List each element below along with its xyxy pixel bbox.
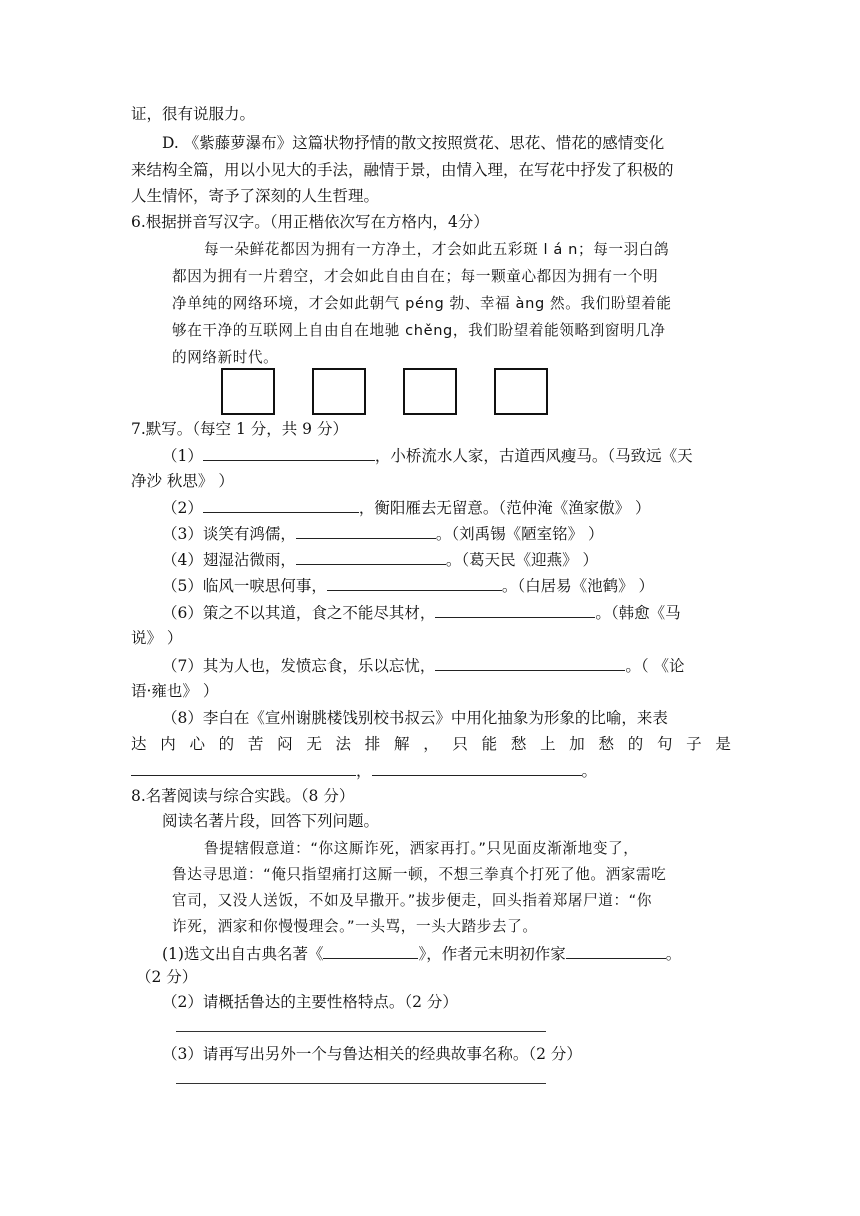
q8-excerpt-line1: 鲁提辖假意道：“你这厮诈死，洒家再打。”只见面皮渐渐地变了， <box>204 840 639 857</box>
q7-item-8-char: 心 <box>189 735 205 753</box>
q7-blank-2[interactable] <box>203 494 359 513</box>
q8-title: 8.名著阅读与综合实践。（8 分） <box>131 787 355 805</box>
q7-item-3 <box>162 520 604 547</box>
q5-option-d-line2: 来结构全篇，用以小见大的手法，融情于景，由情入理，在写花中抒发了积极的 <box>131 161 674 179</box>
q7-item-8-char: 无 <box>306 735 322 753</box>
q7-item-8-char: 苦 <box>247 735 264 753</box>
q7-item-8-char: 闷 <box>277 735 293 753</box>
q8-sub-3: （3）请再写出另外一个与鲁达相关的经典故事名称。（2 分） <box>162 1045 582 1063</box>
q7-item-8-char: ， <box>423 735 439 753</box>
q7-blank-1[interactable] <box>203 442 375 461</box>
answer-box-2[interactable] <box>312 368 366 415</box>
q7-item-8-char: 是 <box>715 735 731 753</box>
q7-blank-3[interactable] <box>296 520 436 539</box>
q7-item-8-char: 内 <box>160 735 176 753</box>
q7-item-8-char: 愁 <box>510 735 527 753</box>
q7-item-8-char: 的 <box>218 735 235 753</box>
q7-item-1-cont: 净沙 秋思》 ） <box>131 472 234 490</box>
q7-item-4-source: 。（葛天民《迎燕》 ） <box>445 551 599 569</box>
q5-option-d-line1: D. 《紫藤萝瀑布》这篇状物抒情的散文按照赏花、思花、惜花的感情变化 <box>162 134 665 152</box>
q7-item-7-source: 。（ 《论 <box>625 657 685 675</box>
q7-item-8-char: 上 <box>540 735 556 753</box>
q7-item-6 <box>162 599 681 626</box>
q7-item-8-char: 子 <box>686 735 702 753</box>
q6-passage-line2: 都因为拥有一片碧空，才会如此自由自在；每一颗童心都因为拥有一个明 <box>172 268 659 285</box>
q7-item-5 <box>162 572 654 599</box>
answer-box-3[interactable] <box>403 368 457 415</box>
q7-item-7-text: （7）其为人也，发愤忘食，乐以忘忧， <box>162 657 436 675</box>
q7-item-8-char: 只 <box>452 735 468 753</box>
q8-excerpt-line2: 鲁达寻思道：“俺只指望痛打这厮一顿，不想三拳真个打死了他。洒家需吃 <box>172 866 667 883</box>
q6-passage-line3: 净单纯的网络环境，才会如此朝气 péng 勃、幸福 àng 然。我们盼望着能 <box>172 295 672 312</box>
q7-blank-5[interactable] <box>327 572 502 591</box>
q7-item-3-source: 。（刘禹锡《陋室铭》 ） <box>435 525 604 543</box>
q7-item-6-cont: 说》 ） <box>131 629 183 647</box>
q8-sub-1-text-a: (1)选文出自古典名著《 <box>162 945 324 963</box>
q7-title: 7.默写。（每空 1 分，共 9 分） <box>131 420 348 438</box>
q7-item-5-text: （5）临风一唳思何事， <box>162 577 327 595</box>
q8-blank-book[interactable] <box>323 940 418 959</box>
q7-item-8-char: 句 <box>656 735 673 753</box>
q7-item-7-cont: 语·雍也》 ） <box>131 682 219 700</box>
q7-item-8-char: 解 <box>393 735 410 753</box>
q7-item-8: （8）李白在《宣州谢朓楼饯别校书叔云》中用化抽象为形象的比喻，来表 <box>162 709 668 727</box>
q7-item-8-char: 的 <box>627 735 644 753</box>
q7-item-8-char: 能 <box>481 735 498 753</box>
q8-sub-2: （2）请概括鲁达的主要性格特点。（2 分） <box>162 993 458 1011</box>
q7-item-8-char: 排 <box>364 735 381 753</box>
q7-item-8-char: 法 <box>335 735 352 753</box>
q7-blank-7[interactable] <box>435 652 625 671</box>
q7-item-1-number: （1） <box>162 447 203 465</box>
q8-sub-1-text-c: 。 <box>665 945 682 963</box>
q7-blank-6[interactable] <box>435 599 595 618</box>
q7-item-1 <box>162 442 693 469</box>
q8-blank-author[interactable] <box>566 940 666 959</box>
q8-sub-1-score: （2 分） <box>136 968 198 986</box>
q8-sub-1-text-b: 》，作者元末明初作家 <box>418 945 566 963</box>
q7-item-2-number: （2） <box>162 499 203 517</box>
q7-item-4-text: （4）翅湿沾微雨， <box>162 551 296 569</box>
q8-answer-line-2[interactable] <box>176 1031 546 1032</box>
q7-item-2-text: ，衡阳雁去无留意。（范仲淹《渔家傲》 ） <box>358 499 651 517</box>
q7-blank-8b[interactable] <box>372 757 582 776</box>
q7-item-8-char: 达 <box>131 735 147 753</box>
q7-item-8-separator: ， <box>356 762 372 780</box>
q7-blank-4[interactable] <box>296 546 446 565</box>
q7-item-6-source: 。（韩愈《马 <box>595 604 681 622</box>
q5-option-d-line3: 人生情怀，寄予了深刻的人生哲理。 <box>131 187 380 205</box>
q7-item-8-char: 加 <box>569 735 585 753</box>
q7-item-7 <box>162 652 685 679</box>
q6-passage-line5: 的网络新时代。 <box>172 349 279 366</box>
q6-passage-line1: 每一朵鲜花都因为拥有一方净土，才会如此五彩斑 l á n；每一羽白鸽 <box>204 241 670 258</box>
q8-intro: 阅读名著片段，回答下列问题。 <box>162 812 380 830</box>
q5-tail-line: 证，很有说服力。 <box>131 105 256 123</box>
q7-item-3-text: （3）谈笑有鸿儒， <box>162 525 296 543</box>
q6-title: 6.根据拼音写汉字。（用正楷依次写在方格内，4分） <box>131 213 489 231</box>
q7-item-8-blanks <box>131 757 597 784</box>
q8-excerpt-line3: 官司，又没人送饭，不如及早撒开。”拔步便走，回头指着郑屠尸道：“你 <box>172 892 653 909</box>
q7-item-4 <box>162 546 598 573</box>
q7-item-2 <box>162 494 651 521</box>
answer-box-4[interactable] <box>494 368 548 415</box>
q7-item-8-end: 。 <box>581 762 598 780</box>
q7-blank-8a[interactable] <box>131 757 356 776</box>
q8-answer-line-3[interactable] <box>176 1083 546 1084</box>
q7-item-5-source: 。（白居易《池鹤》 ） <box>501 577 655 595</box>
q8-sub-1 <box>162 940 681 967</box>
q7-item-1-text: ，小桥流水人家，古道西风瘦马。（马致远《天 <box>374 447 693 465</box>
q6-passage-line4: 够在干净的互联网上自由自在地驰 chěng，我们盼望着能领略到窗明几净 <box>172 322 666 339</box>
answer-box-1[interactable] <box>221 368 275 415</box>
q7-item-6-text: （6）策之不以其道，食之不能尽其材， <box>162 604 436 622</box>
q8-excerpt-line4: 诈死，洒家和你慢慢理会。”一头骂，一头大踏步去了。 <box>172 918 538 935</box>
q7-item-8-char: 愁 <box>598 735 615 753</box>
q7-item-8-spaced-line <box>131 731 731 757</box>
